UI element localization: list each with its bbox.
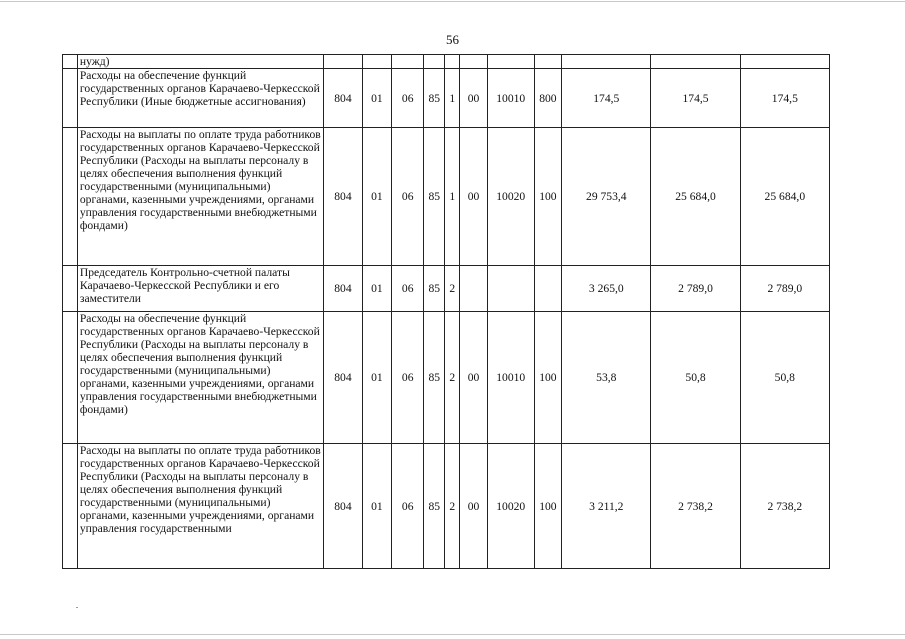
expense-name-cell: Председатель Контрольно-счетной палаты Карачаево-Черкесской Республики и его заместители [77,266,323,312]
row-index-cell [63,444,78,569]
grbs-code-cell: 804 [324,444,362,569]
program-code-cell [424,55,445,69]
row-index-cell [63,55,78,69]
main-event-code-cell: 00 [460,128,488,266]
expense-name-cell: Расходы на выплаты по оплате труда работников государственных органов Карачаево-Черкесской Республики (Расходы на выплаты персоналу в целях обеспечения выполнения функций государственными (муниципальными) органами, казенными учреждениями, органами управления государственными [77,444,323,569]
expense-type-code-cell: 800 [534,69,562,128]
expense-name-cell: Расходы на обеспечение функций государственных органов Карачаево-Черкесской Республики (Иные бюджетные ассигнования) [77,69,323,128]
expense-type-code-cell: 100 [534,312,562,444]
expense-name-cell: Расходы на выплаты по оплате труда работников государственных органов Карачаево-Черкесской Республики (Расходы на выплаты персоналу в целях обеспечения выполнения функций государственными (муниципальными) органами, казенными учреждениями, органами управления государственными внебюджетными фондами) [77,128,323,266]
amount-year2-cell: 25 684,0 [651,128,740,266]
table-row [63,444,830,569]
program-code-cell: 85 [424,312,445,444]
program-code-cell: 85 [424,128,445,266]
subsection-code-cell: 06 [392,128,424,266]
amount-year3-cell: 2 789,0 [740,266,829,312]
grbs-code-cell [324,55,362,69]
row-index-cell [63,128,78,266]
amount-year1-cell: 3 211,2 [562,444,651,569]
program-code-cell: 85 [424,266,445,312]
amount-year2-cell: 174,5 [651,69,740,128]
program-code-cell: 85 [424,444,445,569]
row-index-cell [63,312,78,444]
amount-year3-cell: 2 738,2 [740,444,829,569]
section-code-cell: 01 [362,128,392,266]
subsection-code-cell: 06 [392,444,424,569]
amount-year1-cell: 174,5 [562,69,651,128]
subsection-code-cell: 06 [392,69,424,128]
amount-year2-cell [651,55,740,69]
subprogram-code-cell: 2 [445,266,460,312]
main-event-code-cell: 00 [460,312,488,444]
section-code-cell [362,55,392,69]
amount-year2-cell: 2 738,2 [651,444,740,569]
amount-year1-cell [562,55,651,69]
table-row [63,55,830,69]
amount-year2-cell: 50,8 [651,312,740,444]
expense-type-code-cell [534,266,562,312]
grbs-code-cell: 804 [324,312,362,444]
table-body [63,55,830,569]
subsection-code-cell [392,55,424,69]
expense-type-code-cell: 100 [534,128,562,266]
main-event-code-cell [460,266,488,312]
expense-type-code-cell [534,55,562,69]
table-row [63,69,830,128]
subsection-code-cell: 06 [392,266,424,312]
program-code-cell: 85 [424,69,445,128]
grbs-code-cell: 804 [324,266,362,312]
subprogram-code-cell [445,55,460,69]
main-event-code-cell: 00 [460,444,488,569]
grbs-code-cell: 804 [324,128,362,266]
table-row [63,266,830,312]
row-index-cell [63,266,78,312]
amount-year3-cell: 25 684,0 [740,128,829,266]
grbs-code-cell: 804 [324,69,362,128]
row-index-cell [63,69,78,128]
subsection-code-cell: 06 [392,312,424,444]
table-row [63,128,830,266]
page-number: 56 [446,32,459,47]
section-code-cell: 01 [362,69,392,128]
amount-year3-cell [740,55,829,69]
direction-code-cell [487,266,534,312]
direction-code-cell [487,55,534,69]
direction-code-cell: 10020 [487,128,534,266]
expense-type-code-cell: 100 [534,444,562,569]
direction-code-cell: 10010 [487,69,534,128]
subprogram-code-cell: 2 [445,312,460,444]
scan-edge-top [0,1,905,2]
amount-year3-cell: 174,5 [740,69,829,128]
section-code-cell: 01 [362,444,392,569]
amount-year2-cell: 2 789,0 [651,266,740,312]
amount-year1-cell: 3 265,0 [562,266,651,312]
amount-year3-cell: 50,8 [740,312,829,444]
amount-year1-cell: 29 753,4 [562,128,651,266]
direction-code-cell: 10010 [487,312,534,444]
subprogram-code-cell: 1 [445,128,460,266]
subprogram-code-cell: 2 [445,444,460,569]
main-event-code-cell [460,55,488,69]
direction-code-cell: 10020 [487,444,534,569]
section-code-cell: 01 [362,266,392,312]
scan-edge-bottom [0,634,905,635]
budget-table [62,54,830,569]
scan-speck [76,607,78,608]
table-row [63,312,830,444]
subprogram-code-cell: 1 [445,69,460,128]
expense-name-cell: Расходы на обеспечение функций государственных органов Карачаево-Черкесской Республики (Расходы на выплаты персоналу в целях обеспечения выполнения функций государственными (муниципальными) органами, казенными учреждениями, органами управления государственными внебюджетными фондами) [77,312,323,444]
expense-name-cell: нужд) [77,55,323,69]
main-event-code-cell: 00 [460,69,488,128]
section-code-cell: 01 [362,312,392,444]
amount-year1-cell: 53,8 [562,312,651,444]
